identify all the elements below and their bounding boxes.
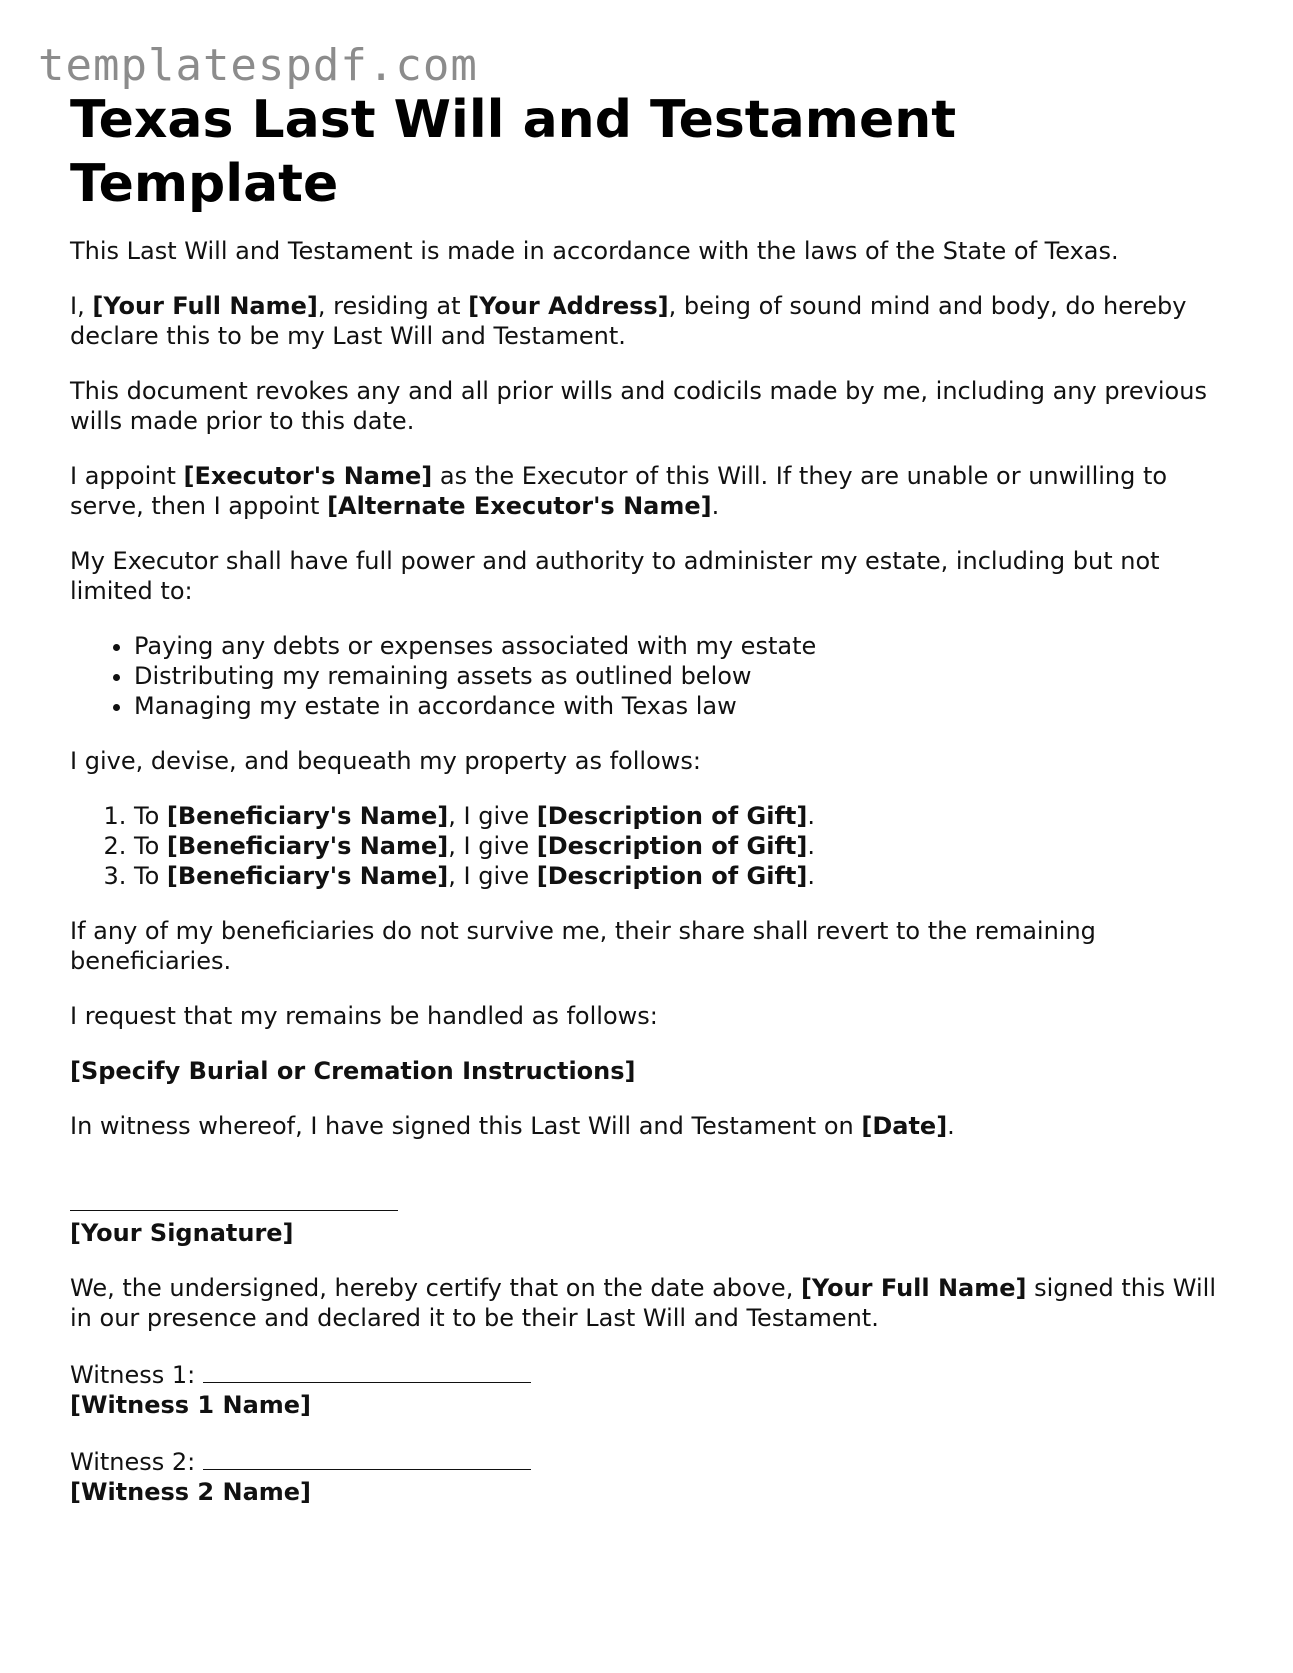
testator-signature-label: [Your Signature] bbox=[70, 1219, 294, 1247]
watermark: templatespdf.com bbox=[38, 40, 478, 91]
powers-list bbox=[70, 631, 1230, 721]
bequest-intro: I give, devise, and bequeath my property as follows: bbox=[70, 747, 701, 775]
attestation-text-1: We, the undersigned, hereby certify that on the date above, bbox=[70, 1274, 801, 1302]
bequest-to-text: To bbox=[134, 832, 167, 860]
declaration-text-1: I, bbox=[70, 292, 93, 320]
witness-clause bbox=[70, 1111, 1230, 1141]
witness-1-label: Witness 1: bbox=[70, 1361, 203, 1389]
beneficiary-name-field: [Beneficiary's Name] bbox=[166, 832, 449, 860]
declaration-paragraph bbox=[70, 291, 1230, 351]
executor-name-field: [Executor's Name] bbox=[183, 462, 433, 490]
revocation-paragraph: This document revokes any and all prior wills and codicils made by me, including any previous wills made prior to this date. bbox=[70, 377, 1207, 435]
attestation-text-2: signed this Will in our presence and declared it to be their Last Will and Testament. bbox=[70, 1274, 1217, 1332]
bequest-list bbox=[70, 801, 1230, 891]
bequest-end-text: . bbox=[807, 832, 816, 860]
bequest-end-text: . bbox=[807, 862, 816, 890]
witness-clause-text-1: In witness whereof, I have signed this Last Will and Testament on bbox=[70, 1112, 862, 1140]
list-item bbox=[134, 831, 1230, 861]
list-item: • Paying any debts or expenses associated with my estate bbox=[134, 631, 1230, 661]
remains-instructions-field bbox=[70, 1056, 1230, 1086]
gift-description-field: [Description of Gift] bbox=[536, 802, 808, 830]
list-item: • Managing my estate in accordance with Texas law bbox=[134, 691, 1230, 721]
declaration-text-2: , residing at bbox=[317, 292, 469, 320]
witness-2-signature-line[interactable] bbox=[203, 1445, 531, 1470]
document-title: Texas Last Will and Testament Template bbox=[70, 90, 957, 214]
testator-name-field: [Your Full Name] bbox=[92, 292, 318, 320]
beneficiary-name-field: [Beneficiary's Name] bbox=[166, 802, 449, 830]
testator-address-field: [Your Address] bbox=[468, 292, 669, 320]
list-item bbox=[134, 861, 1230, 891]
document-body bbox=[70, 88, 1230, 1532]
executor-text-3: . bbox=[711, 492, 720, 520]
witness-1-name-field: [Witness 1 Name] bbox=[70, 1391, 312, 1419]
witness-clause-text-2: . bbox=[947, 1112, 955, 1140]
bequest-give-text: , I give bbox=[448, 832, 537, 860]
declaration-text-3: , being of sound mind and body, do hereby declare this to be my Last Will and Testament. bbox=[70, 292, 1187, 350]
gift-description-field: [Description of Gift] bbox=[536, 832, 808, 860]
survivorship-paragraph: If any of my beneficiaries do not survive me, their share shall revert to the remaining beneficiaries. bbox=[70, 917, 1096, 975]
executor-text-2: as the Executor of this Will. If they are unable or unwilling to serve, then I appoint bbox=[70, 462, 1168, 520]
executor-text-1: I appoint bbox=[70, 462, 184, 490]
list-item bbox=[134, 801, 1230, 831]
powers-intro: My Executor shall have full power and authority to administer my estate, including but not limited to: bbox=[70, 547, 1160, 605]
attestation-name-field: [Your Full Name] bbox=[800, 1274, 1027, 1302]
gift-description-field: [Description of Gift] bbox=[536, 862, 808, 890]
list-item: • Distributing my remaining assets as outlined below bbox=[134, 661, 1230, 691]
witness-2-label: Witness 2: bbox=[70, 1448, 203, 1476]
intro-paragraph: This Last Will and Testament is made in accordance with the laws of the State of Texas. bbox=[70, 237, 1119, 265]
bequest-give-text: , I give bbox=[448, 802, 537, 830]
remains-instructions-text: [Specify Burial or Cremation Instructions] bbox=[70, 1057, 636, 1085]
witness-1-signature-line[interactable] bbox=[203, 1358, 531, 1383]
attestation-paragraph bbox=[70, 1273, 1230, 1333]
signature-line[interactable] bbox=[70, 1186, 398, 1211]
witness-2-name-field: [Witness 2 Name] bbox=[70, 1478, 312, 1506]
witness-2-block bbox=[70, 1445, 1230, 1507]
date-field: [Date] bbox=[861, 1112, 948, 1140]
bequest-end-text: . bbox=[807, 802, 816, 830]
alternate-executor-field: [Alternate Executor's Name] bbox=[327, 492, 712, 520]
bequest-give-text: , I give bbox=[448, 862, 537, 890]
witness-1-block bbox=[70, 1358, 1230, 1420]
bequest-to-text: To bbox=[134, 862, 167, 890]
executor-paragraph bbox=[70, 461, 1230, 521]
testator-signature-block bbox=[70, 1186, 1230, 1248]
bequest-to-text: To bbox=[134, 802, 167, 830]
beneficiary-name-field: [Beneficiary's Name] bbox=[166, 862, 449, 890]
remains-intro: I request that my remains be handled as follows: bbox=[70, 1002, 658, 1030]
